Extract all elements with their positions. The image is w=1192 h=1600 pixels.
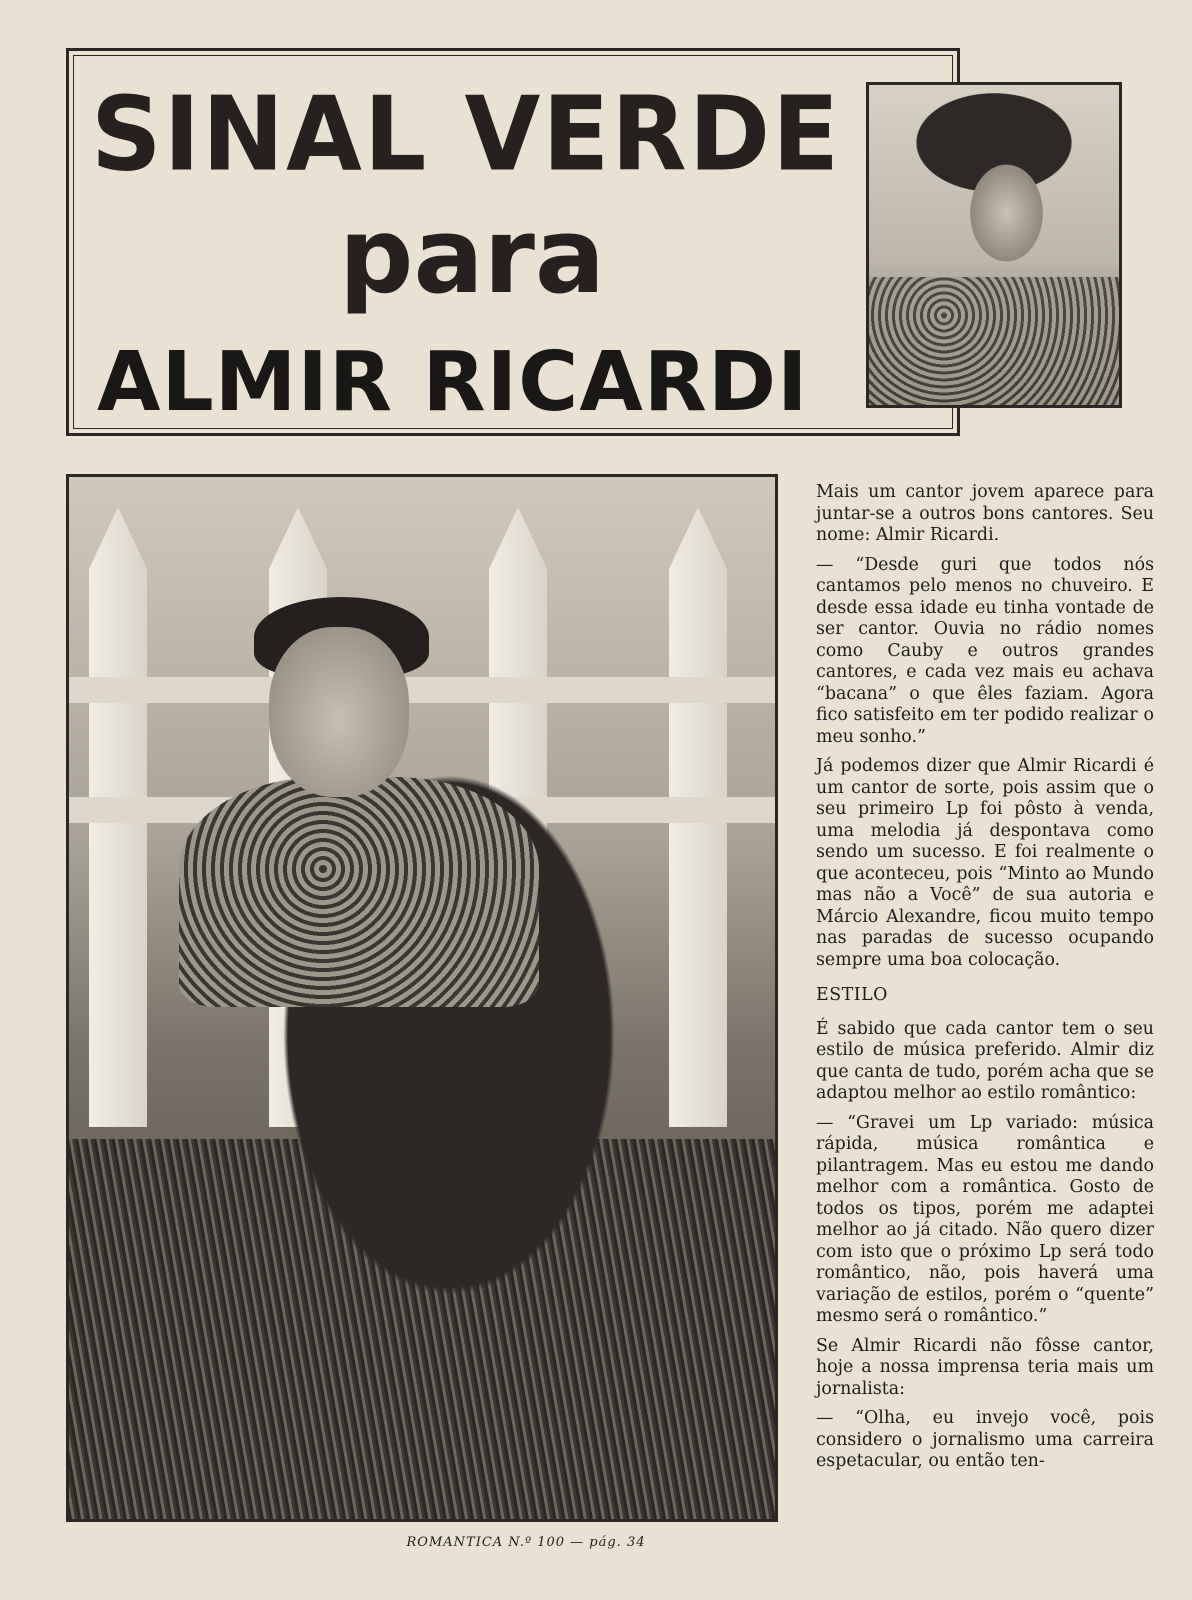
paragraph: — “Gravei um Lp variado: música rápida, música romântica e pilantragem. Mas eu estou me dando melhor com a romântica. Gosto de todos os tipos, porém me adaptei melhor ao já citado. Não quero dizer com isto que o próximo Lp será todo romântico, não, pois haverá uma variação de estilos, porém o “quente” mesmo será o romântico.” xyxy=(816,1112,1154,1326)
footer-text: ROMANTICA N.º 100 — pág. 34 xyxy=(406,1535,646,1550)
paragraph: Já podemos dizer que Almir Ricardi é um cantor de sorte, pois assim que o seu primeiro Lp foi pôsto à venda, uma melodia já despontava como sendo um sucesso. E foi realmente o que aconteceu, pois “Minto ao Mundo mas não a Você” de sua autoria e Márcio Alexandre, ficou muito tempo nas paradas de sucesso ocupando sempre uma boa colocação. xyxy=(816,756,1154,970)
singer-face xyxy=(269,627,409,797)
portrait-photo xyxy=(866,82,1122,408)
headline-almir-ricardi: ALMIR RICARDI xyxy=(97,335,809,430)
main-photo xyxy=(66,474,778,1522)
headline-sinal-verde: SINAL VERDE xyxy=(91,75,842,195)
portrait-shirt xyxy=(869,277,1119,405)
paisley-shirt xyxy=(179,777,539,1007)
paragraph: — “Desde guri que todos nós cantamos pelo menos no chuveiro. E desde essa idade eu tinha vontade de ser cantor. Ouvia no rádio nomes como Cauby e outros grandes cantores, e cada vez mais eu achava “bacana” o que êles faziam. Agora fico satisfeito em ter podido realizar o meu sonho.” xyxy=(816,554,1154,747)
section-heading: ESTILO xyxy=(816,985,888,1005)
article-column xyxy=(816,482,1154,1481)
paragraph: Mais um cantor jovem aparece para juntar-se a outros bons cantores. Seu nome: Almir Ricardi. xyxy=(816,482,1154,545)
page-footer xyxy=(0,1535,1192,1550)
paragraph: Se Almir Ricardi não fôsse cantor, hoje a nossa imprensa teria mais um jornalista: xyxy=(816,1335,1154,1399)
paragraph: É sabido que cada cantor tem o seu estilo de música preferido. Almir diz que canta de tudo, porém acha que se adaptou melhor ao estilo romântico: xyxy=(816,1018,1154,1103)
title-box xyxy=(66,48,960,436)
headline-para: para xyxy=(339,195,606,317)
paragraph: — “Olha, eu invejo você, pois considero o jornalismo uma carreira espetacular, ou então ten- xyxy=(816,1408,1154,1471)
